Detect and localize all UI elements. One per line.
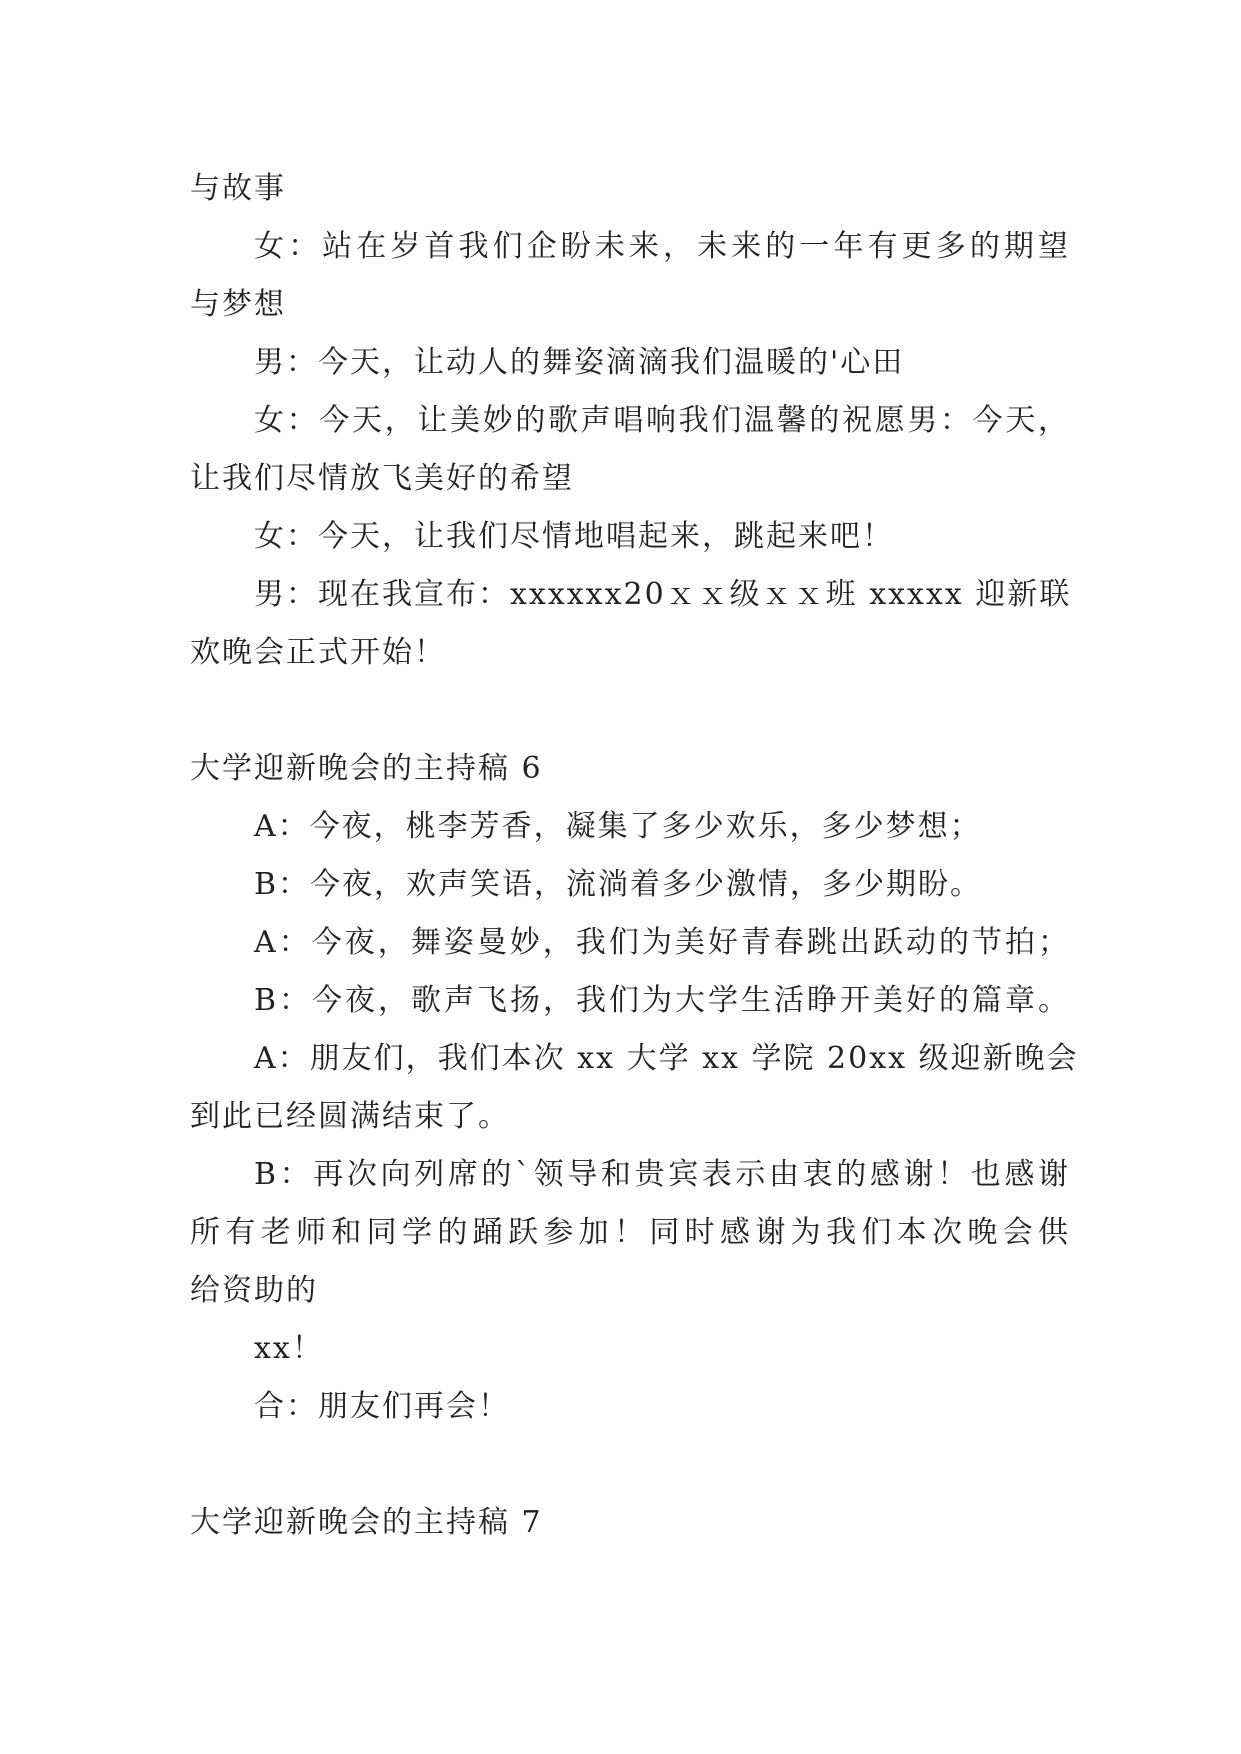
paragraph-line: xx！ [254,1331,324,1366]
paragraph-line: 与故事 [190,171,286,206]
document-page [190,160,1079,1552]
section-gap [190,1436,1070,1494]
paragraph-line: A：朋友们，我们本次 xx 大学 xx 学院 20xx 级迎新晚会 [254,1041,1079,1076]
section-gap [190,682,1070,740]
paragraph-line: A：今夜，桃李芳香，凝集了多少欢乐，多少梦想； [254,809,982,844]
paragraph-line: 女：今天，让我们尽情地唱起来，跳起来吧！ [254,519,894,554]
paragraph-line: 与梦想 [190,287,286,322]
paragraph-line: 男：现在我宣布：xxxxxx20ｘｘ级ｘｘ班 xxxxx 迎新联 [254,577,1072,612]
section-heading-7: 大学迎新晚会的主持稿 7 [190,1505,543,1540]
section-heading-6: 大学迎新晚会的主持稿 6 [190,751,543,786]
paragraph-line: 所有老师和同学的踊跃参加！同时感谢为我们本次晚会供 [190,1215,1070,1250]
paragraph-line: 到此已经圆满结束了。 [190,1099,510,1134]
paragraph-line: 女：站在岁首我们企盼未来，未来的一年有更多的期望 [254,229,1070,264]
paragraph-line: 合：朋友们再会！ [254,1389,510,1424]
paragraph-line: 欢晚会正式开始！ [190,635,446,670]
paragraph-line: A：今夜，舞姿曼妙，我们为美好青春跳出跃动的节拍； [254,925,1070,960]
paragraph-line: B：今夜，歌声飞扬，我们为大学生活睁开美好的篇章。 [254,983,1070,1018]
paragraph-line: 让我们尽情放飞美好的希望 [190,461,574,496]
paragraph-line: 女：今天，让美妙的歌声唱响我们温馨的祝愿男：今天， [254,403,1070,438]
paragraph-line: B：再次向列席的`领导和贵宾表示由衷的感谢！也感谢 [254,1157,1070,1192]
paragraph-line: B：今夜，欢声笑语，流淌着多少激情，多少期盼。 [254,867,983,902]
paragraph-line: 给资助的 [190,1273,318,1308]
paragraph-line: 男：今天，让动人的舞姿滴滴我们温暖的'心田 [254,345,905,380]
